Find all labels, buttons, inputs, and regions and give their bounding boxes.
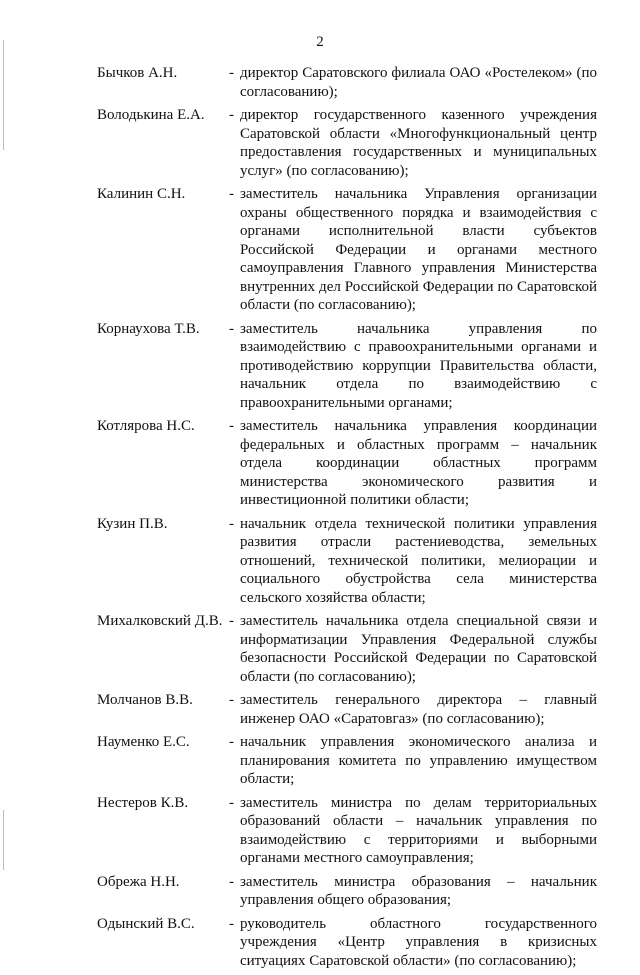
member-name: Калинин С.Н. [97, 186, 186, 202]
member-list [97, 64, 597, 975]
member-position: заместитель начальника отдела специальной связи и информатизации Управления Федеральной службы безопасности Российской Федерации по Саратовской области (по согласованию); [240, 613, 597, 685]
member-name: Володькина Е.А. [97, 107, 205, 123]
dash-separator: - [229, 794, 234, 811]
scan-margin-line-bottom [3, 810, 4, 870]
member-name: Одынский В.С. [97, 915, 195, 932]
dash-separator: - [229, 515, 234, 532]
dash-separator: - [229, 692, 234, 708]
member-position: заместитель начальника управления по взаимодействию с правоохранительными органами и противодействию коррупции Правительства области, начальник отдела по взаимодействию с правоохранительными органами; [240, 320, 597, 411]
member-name: Бычков А.Н. [97, 65, 178, 81]
member-entry [97, 417, 597, 510]
member-position: заместитель министра образования – начальник управления общего образования; [240, 873, 597, 908]
member-name: Михалковский Д.В. [97, 613, 223, 629]
dash-separator: - [229, 418, 234, 434]
member-name: Котлярова Н.С. [97, 418, 195, 434]
dash-separator: - [229, 873, 234, 890]
dash-separator: - [229, 320, 234, 337]
member-entry [97, 873, 597, 910]
member-name: Кузин П.В. [97, 515, 168, 532]
member-position: руководитель областного государственного учреждения «Центр управления в кризисных ситуациях Саратовской области» (по согласованию); [240, 915, 597, 969]
member-position: директор государственного казенного учреждения Саратовской области «Многофункциональный центр предоставления государственных и муниципальных услуг» (по согласованию); [240, 107, 597, 179]
member-entry [97, 915, 597, 971]
dash-separator: - [229, 734, 234, 750]
member-entry [97, 515, 597, 608]
member-position: начальник отдела технической политики управления развития отрасли растениеводства, земельных отношений, технической политики, мелиорации и социального обустройства села министерства сельского хозяйства области; [240, 515, 597, 606]
member-name: Корнаухова Т.В. [97, 320, 200, 337]
member-entry [97, 691, 597, 728]
member-entry [97, 106, 597, 180]
member-entry [97, 185, 597, 315]
scan-margin-line-top [3, 40, 4, 150]
member-entry [97, 64, 597, 101]
member-position: директор Саратовского филиала ОАО «Ростелеком» (по согласованию); [240, 65, 597, 100]
dash-separator: - [229, 186, 234, 202]
member-name: Молчанов В.В. [97, 692, 193, 708]
member-entry [97, 612, 597, 686]
member-position: заместитель генерального директора – главный инженер ОАО «Саратовгаз» (по согласованию); [240, 692, 597, 727]
member-entry [97, 320, 597, 413]
member-position: заместитель начальника Управления организации охраны общественного порядка и взаимодействия с органами исполнительной власти субъектов Российской Федерации и органами местного самоуправления Главного управления Министерства внутренних дел Российской Федерации по Саратовской области (по согласованию); [240, 186, 597, 313]
member-position: начальник управления экономического анализа и планирования комитета по управлению имуществом области; [240, 734, 597, 787]
member-position: заместитель министра по делам территориальных образований области – начальник управления по взаимодействию с территориями и выборными органами местного самоуправления; [240, 794, 597, 866]
member-name: Нестеров К.В. [97, 794, 189, 811]
member-name: Обрежа Н.Н. [97, 873, 180, 890]
member-entry [97, 794, 597, 868]
member-entry [97, 733, 597, 789]
dash-separator: - [229, 107, 234, 123]
dash-separator: - [229, 915, 234, 932]
dash-separator: - [229, 613, 234, 629]
member-position: заместитель начальника управления координации федеральных и областных программ – начальник отдела координации областных программ министерства экономического развития и инвестиционной политики области; [240, 418, 597, 508]
member-name: Науменко Е.С. [97, 734, 190, 750]
dash-separator: - [229, 65, 234, 81]
page-number: 2 [316, 34, 324, 50]
